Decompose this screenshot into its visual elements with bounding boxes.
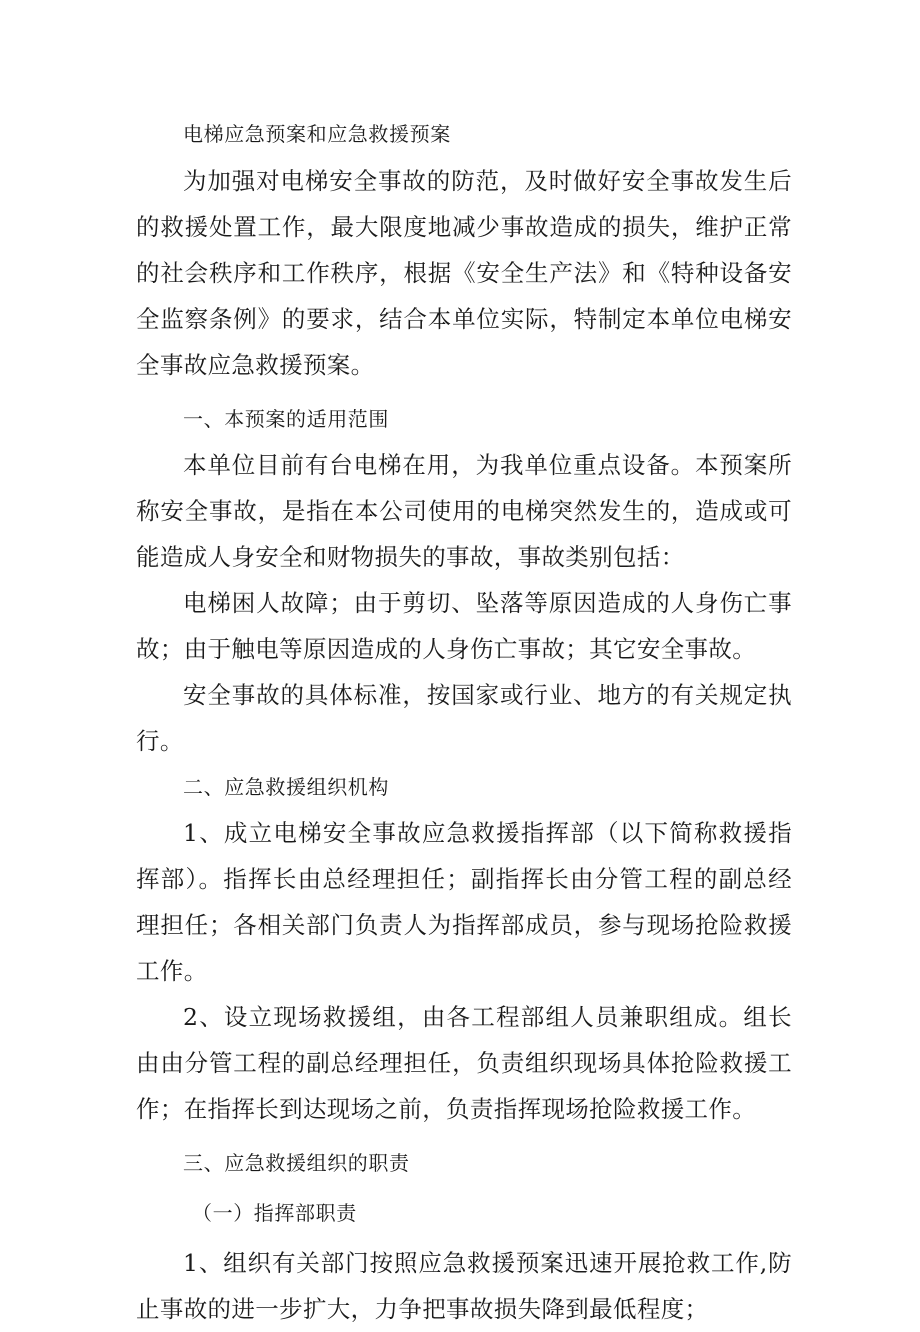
section-1-paragraph-1: 本单位目前有台电梯在用，为我单位重点设备。本预案所称安全事故，是指在本公司使用的电梯突然发生的，造成或可能造成人身安全和财物损失的事故，事故类别包括： — [136, 451, 792, 571]
section-2-paragraph-2: 2、设立现场救援组，由各工程部组人员兼职组成。组长由由分管工程的副总经理担任，负责组织现场具体抢险救援工作；在指挥长到达现场之前，负责指挥现场抢险救援工作。 — [136, 1003, 792, 1123]
section-3-paragraph-1: 1、组织有关部门按照应急救援预案迅速开展抢救工作,防止事故的进一步扩大，力争把事故损失降到最低程度； — [136, 1249, 792, 1323]
section-1-paragraph-2: 电梯困人故障；由于剪切、坠落等原因造成的人身伤亡事故；由于触电等原因造成的人身伤亡事故；其它安全事故。 — [136, 589, 792, 663]
section-3-heading: 三、应急救援组织的职责 — [183, 1151, 410, 1175]
section-2-paragraph-1: 1、成立电梯安全事故应急救援指挥部（以下简称救援指挥部）。指挥长由总经理担任；副指挥长由分管工程的副总经理担任；各相关部门负责人为指挥部成员，参与现场抢险救援工作。 — [136, 819, 792, 985]
section-2-heading: 二、应急救援组织机构 — [183, 775, 389, 799]
intro-paragraph: 为加强对电梯安全事故的防范，及时做好安全事故发生后的救援处置工作，最大限度地减少事故造成的损失，维护正常的社会秩序和工作秩序，根据《安全生产法》和《特种设备安全监察条例》的要求，结合本单位实际，特制定本单位电梯安全事故应急救援预案。 — [136, 167, 792, 379]
section-1-heading: 一、本预案的适用范围 — [183, 407, 389, 431]
section-3-subheading: （一）指挥部职责 — [192, 1201, 357, 1225]
document-title: 电梯应急预案和应急救援预案 — [183, 122, 451, 146]
document-page — [136, 114, 792, 1332]
section-1-paragraph-3: 安全事故的具体标准，按国家或行业、地方的有关规定执行。 — [136, 681, 792, 755]
